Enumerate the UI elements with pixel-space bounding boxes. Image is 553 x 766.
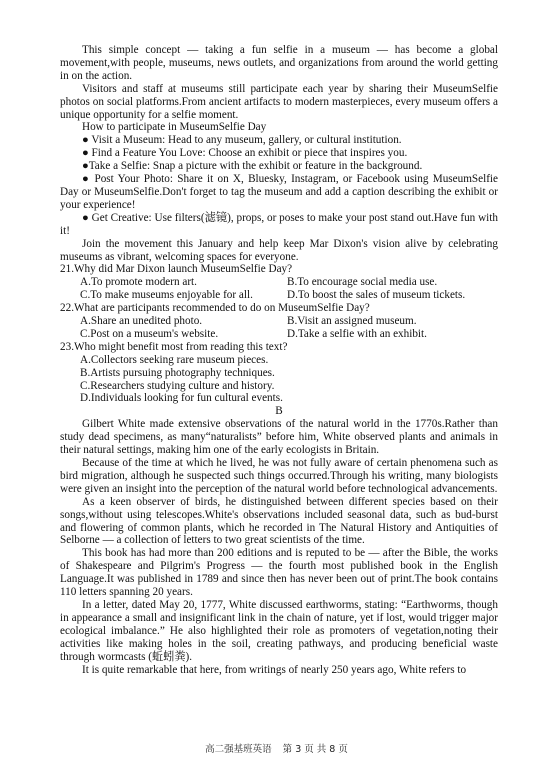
question-23-option-d: D.Individuals looking for fun cultural events. <box>80 392 283 405</box>
question-21 <box>60 263 498 302</box>
footer-page-number: 第 3 页 共 8 页 <box>282 744 348 755</box>
question-22-option-b: B.Visit an assigned museum. <box>287 315 417 328</box>
passage-b-paragraph-1: Gilbert White made extensive observations of the natural world in the 1770s.Rather than study dead specimens, as many“naturalists” before him, White observed plants and animals in their natural settings, making him one of the early ecologists in Britain. <box>60 418 498 457</box>
question-23 <box>60 341 498 406</box>
question-23-option-b: B.Artists pursuing photography techniques. <box>80 366 275 379</box>
question-23-option-c: C.Researchers studying culture and history. <box>80 379 275 392</box>
passage-a-paragraph-3: Join the movement this January and help keep Mar Dixon's vision alive by celebrating museums as vibrant, welcoming spaces for everyone. <box>60 237 498 263</box>
bullet-take-selfie: ●Take a Selfie: Snap a picture with the exhibit or feature in the background. <box>82 160 423 173</box>
bullet-visit-museum: ● Visit a Museum: Head to any museum, gallery, or cultural institution. <box>82 134 402 147</box>
passage-b-paragraph-2: Because of the time at which he lived, he was not fully aware of certain phenomena such as bird migration, although he suspected such things occurred.Through his writing, many biologists were given an insight into the perception of the natural world before technological advancements. <box>60 457 498 495</box>
question-21-option-a: A.To promote modern art. <box>80 276 197 289</box>
passage-b-paragraph-6: It is quite remarkable that here, from writings of nearly 250 years ago, White refers to <box>82 663 467 676</box>
question-21-stem: 21.Why did Mar Dixon launch MuseumSelfie Day? <box>60 263 293 276</box>
how-to-participate-title: How to participate in MuseumSelfie Day <box>82 121 267 134</box>
question-22-stem: 22.What are participants recommended to do on MuseumSelfie Day? <box>60 302 370 315</box>
footer-course-name: 高二强基班英语 <box>205 744 272 755</box>
bullet-find-feature: ● Find a Feature You Love: Choose an exhibit or piece that inspires you. <box>82 147 408 160</box>
page-footer <box>0 744 553 757</box>
question-22-option-a: A.Share an unedited photo. <box>80 315 203 328</box>
question-22-option-c: C.Post on a museum's website. <box>80 327 219 340</box>
question-23-option-a: A.Collectors seeking rare museum pieces. <box>80 353 269 366</box>
passage-b-paragraph-4: This book has had more than 200 editions and is reputed to be — after the Bible, the works of Shakespeare and Pilgrim's Progress — the fourth most published book in the English Language.It was published in 1789 and since then has never been out of print.The book contains 110 letters spanning 20 years. <box>60 547 498 599</box>
passage-b-paragraph-3: As a keen observer of birds, he distinguished between different species based on their songs,without using telescopes.White's observations included seasonal data, such as bud-burst and flowering of common plants, which he recorded in The Natural History and Antiquities of Selborne — a collection of letters to two great scientists of the time. <box>60 495 498 547</box>
question-22 <box>60 302 498 341</box>
question-22-option-d: D.Take a selfie with an exhibit. <box>287 327 427 340</box>
passage-a-paragraph-2: Visitors and staff at museums still participate each year by sharing their MuseumSelfie photos on social platforms.From ancient artifacts to modern masterpieces, every museum offers a unique opportunity for a selfie moment. <box>60 82 498 121</box>
question-23-stem: 23.Who might benefit most from reading this text? <box>60 340 288 353</box>
question-21-option-d: D.To boost the sales of museum tickets. <box>287 289 466 302</box>
bullet-post-photo: ● Post Your Photo: Share it on X, Bluesky, Instagram, or Facebook using MuseumSelfie Day or MuseumSelfie.Don't forget to tag the museum and add a caption describing the exhibit or your experience! <box>60 173 498 211</box>
passage-a-paragraph-1: This simple concept — taking a fun selfie in a museum — has become a global movement,with people, museums, news outlets, and organizations from around the world getting in on the action. <box>60 44 498 82</box>
exam-page <box>60 44 498 676</box>
question-21-option-b: B.To encourage social media use. <box>287 276 438 289</box>
question-21-option-c: C.To make museums enjoyable for all. <box>80 289 253 302</box>
section-b-heading: B <box>275 405 283 418</box>
bullet-get-creative: ● Get Creative: Use filters(滤镜), props, or poses to make your post stand out.Have fun with it! <box>60 211 498 237</box>
passage-b-paragraph-5: In a letter, dated May 20, 1777, White discussed earthworms, stating: “Earthworms, though in appearance a small and insignificant link in the chain of nature, yet if lost, would trigger major ecological imbalance.” He also highlighted their role as promoters of vegetation,noting their activities like making holes in the soil, creating pathways, and producing beneficial waste through wormcasts (蚯蚓粪). <box>60 598 498 663</box>
